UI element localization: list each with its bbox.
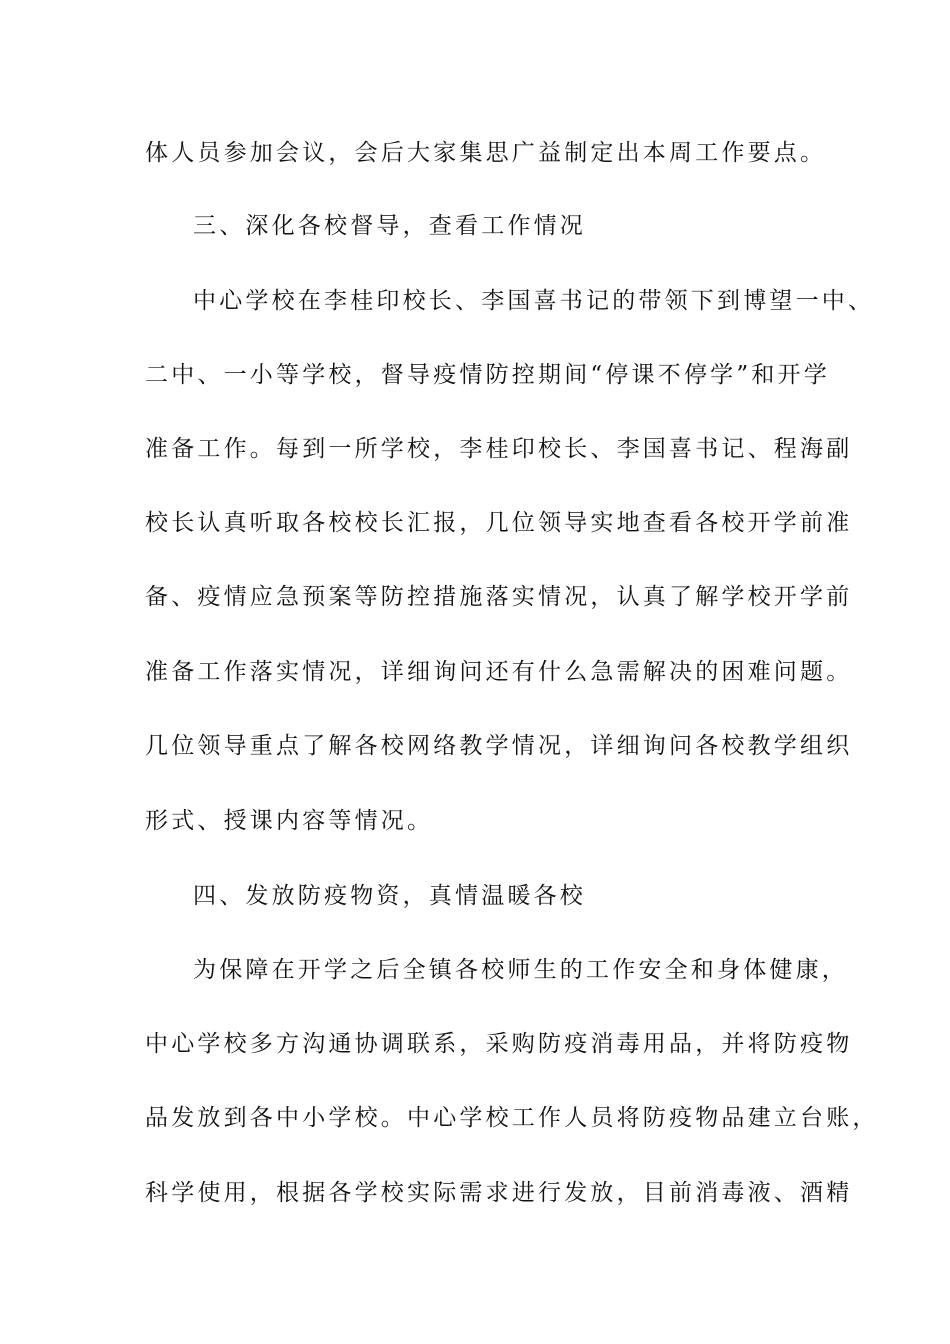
body-text-line: 中心学校多方沟通协调联系，采购防疫消毒用品，并将防疫物 <box>145 1031 853 1057</box>
body-text-line: 校长认真听取各校校长汇报，几位领导实地查看各校开学前准 <box>145 510 853 536</box>
body-text-line: 准备工作落实情况，详细询问还有什么急需解决的困难问题。 <box>145 659 853 685</box>
body-text-line: 品发放到各中小学校。中心学校工作人员将防疫物品建立台账， <box>145 1105 879 1131</box>
body-text-line: 几位领导重点了解各校网络教学情况，详细询问各校教学组织 <box>145 733 853 759</box>
body-text-line: 中心学校在李桂印校长、李国喜书记的带领下到博望一中、 <box>193 288 875 314</box>
section-heading: 三、深化各校督导，查看工作情况 <box>193 213 586 239</box>
body-text-line: 体人员参加会议，会后大家集思广益制定出本周工作要点。 <box>145 140 827 166</box>
body-text-line: 形式、授课内容等情况。 <box>145 808 434 834</box>
body-text-line: 准备工作。每到一所学校，李桂印校长、李国喜书记、程海副 <box>145 436 853 462</box>
body-text-line: 备、疫情应急预案等防控措施落实情况，认真了解学校开学前 <box>145 584 853 610</box>
body-text-line: 二中、一小等学校，督导疫情防控期间“停课不停学”和开学 <box>145 362 830 388</box>
body-text-line: 科学使用，根据各学校实际需求进行发放，目前消毒液、酒精 <box>145 1180 853 1206</box>
section-heading: 四、发放防疫物资，真情温暖各校 <box>193 883 586 909</box>
body-text-line: 为保障在开学之后全镇各校师生的工作安全和身体健康， <box>193 957 848 983</box>
